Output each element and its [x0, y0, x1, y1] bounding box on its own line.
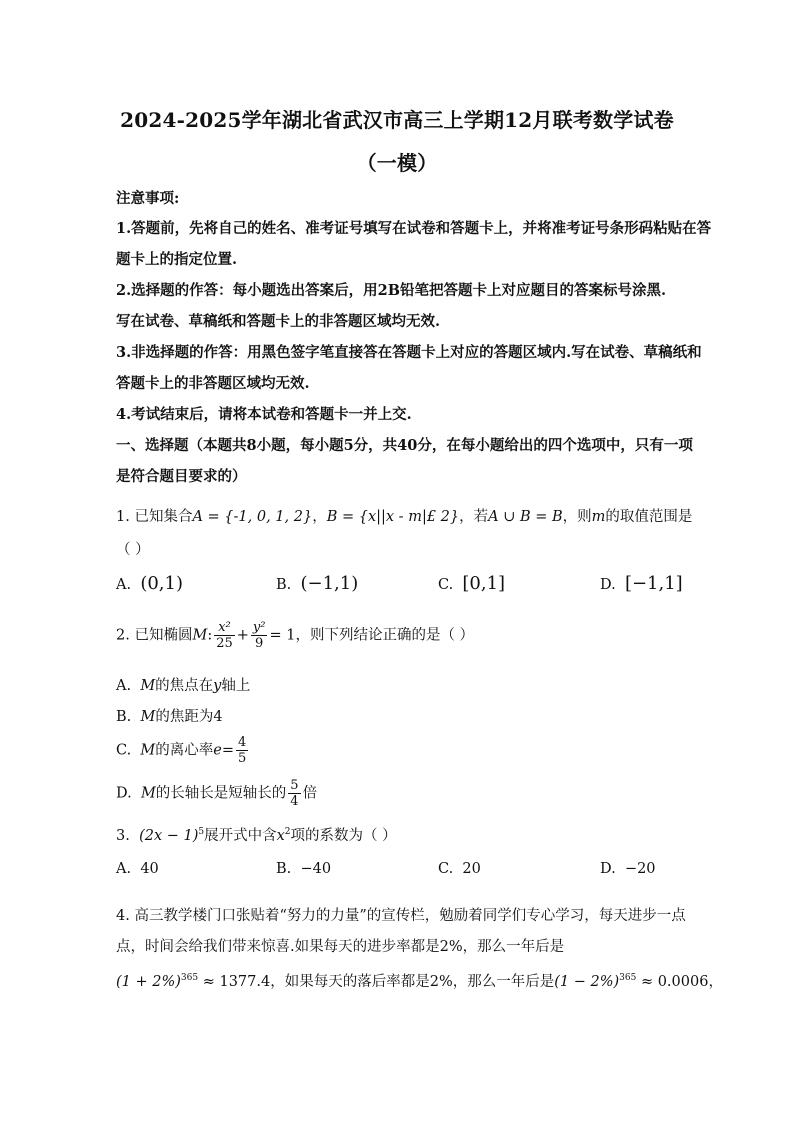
q1-condition: A ∪ B = B	[488, 509, 563, 525]
q1-tail: 的取值范围是	[605, 509, 693, 525]
q2-option-d: D. M的长轴长是短轴长的 $\frac{5}{4}$ 倍	[116, 778, 318, 809]
q2-frac-x: $\frac{\text{x²}}{25}$	[216, 620, 233, 651]
exam-title: 2024-2025学年湖北省武汉市高三上学期12月联考数学试卷	[120, 108, 674, 132]
question-4-line-b: 点，时间会给我们带来惊喜.如果每天的进步率都是2%，那么一年后是	[116, 939, 565, 955]
notice-item-3a: 3.非选择题的作答：用黑色签字笔直接答在答题卡上对应的答题区域内.写在试卷、草稿纸和	[116, 344, 702, 361]
q1-option-d: D. [−1,1]	[600, 573, 683, 594]
q1-var: m	[591, 509, 606, 525]
q2-option-c: C. M的离心率e= $\frac{4}{5}$	[116, 735, 247, 766]
q1-option-a: A. (0,1)	[116, 573, 183, 594]
q3-option-a: A. 40	[116, 861, 159, 877]
notice-item-2b: 写在试卷、草稿纸和答题卡上的非答题区域均无效.	[116, 313, 441, 330]
q1-set-a: A = {-1, 0, 1, 2}	[192, 509, 313, 525]
q3-option-d: D. −20	[600, 861, 656, 877]
q2-option-b: B. M的焦距为4	[116, 709, 223, 725]
q1-prefix: 1. 已知集合	[116, 509, 193, 525]
q1-set-b: B = {x||x - m|£ 2}	[326, 509, 460, 525]
notice-item-2a: 2.选择题的作答：每小题选出答案后，用2B铅笔把答题卡上对应题目的答案标号涂黑.	[116, 282, 667, 299]
section-heading-a: 一、选择题（本题共8小题，每小题5分，共40分，在每小题给出的四个选项中，只有一项	[116, 437, 693, 454]
q2-option-a: A. M的焦点在y轴上	[116, 678, 251, 694]
notice-item-3b: 答题卡上的非答题区域均无效.	[116, 375, 310, 392]
q1-answer-paren: （ ）	[116, 542, 150, 558]
question-4-line-a: 4. 高三教学楼门口张贴着“努力的力量”的宣传栏，勉励着同学们专心学习，每天进步一点	[116, 908, 686, 924]
notice-item-1a: 1.答题前，先将自己的姓名、准考证号填写在试卷和答题卡上，并将准考证号条形码粘贴在答	[116, 220, 712, 237]
question-1: 1. 已知集合A = {-1, 0, 1, 2}，B = {x||x - m|£ 2}，若A ∪ B = B，则m的取值范围是	[116, 509, 693, 525]
question-2: 2. 已知椭圆M: $\frac{\text{x²}}{25}$ + $\frac{\text{y²}}{9}$ = 1，则下列结论正确的是（ ）	[116, 620, 475, 651]
q1-suffix: ，则	[562, 509, 592, 525]
q3-option-c: C. 20	[438, 861, 481, 877]
q1-mid: ，若	[459, 509, 489, 525]
notice-item-1b: 题卡上的指定位置.	[116, 251, 238, 268]
q1-option-c: C. [0,1]	[438, 573, 506, 594]
section-heading-b: 是符合题目要求的）	[116, 468, 247, 485]
q1-option-b: B. (−1,1)	[276, 573, 359, 594]
notice-heading: 注意事项:	[116, 190, 180, 207]
notice-item-4: 4.考试结束后，请将本试卷和答题卡一并上交.	[116, 406, 412, 423]
q3-option-b: B. −40	[276, 861, 332, 877]
q2-frac-y: $\frac{\text{y²}}{9}$	[252, 620, 266, 651]
question-3: 3. $(2x - 1)^5$展开式中含$x^2$项的系数为（ ）	[116, 827, 397, 844]
exam-subtitle: （一模）	[356, 151, 438, 175]
question-4-line-c: $(1 + 2\%)^{365} \approx 1377.4$，如果每天的落后率都是2%，那么一年后是$(1 - 2\%)^{365} \approx 0.0006$，	[116, 973, 723, 990]
